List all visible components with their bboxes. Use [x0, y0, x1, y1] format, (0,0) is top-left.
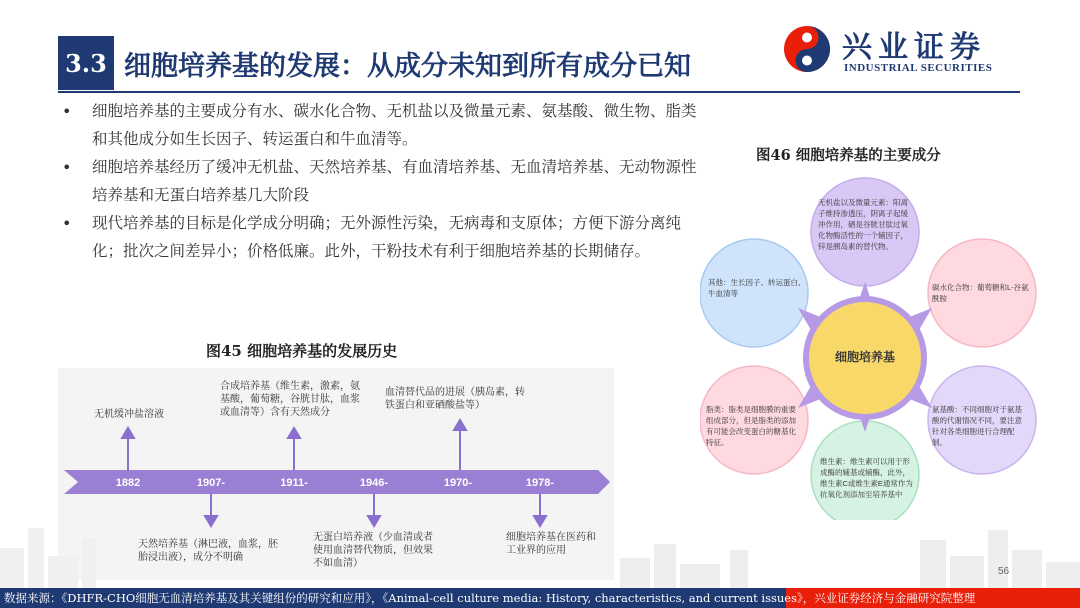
petal-text-minerals: 无机盐以及微量元素：阳离子维持渗透压，阴离子起缓冲作用，硒是谷胱甘肽过氧化物酶活性的一个辅因子，锌是胰岛素的替代物。: [818, 198, 908, 251]
bullet-item: • 细胞培养基的主要成分有水、碳水化合物、无机盐以及微量元素、氨基酸、微生物、脂类和其他成分如生长因子、转运蛋白和牛血清等。: [62, 98, 702, 153]
section-number: 3.3: [65, 48, 107, 78]
timeline-event-above: 无机缓冲盐溶液: [94, 409, 164, 420]
company-logo: [782, 22, 1022, 78]
arrow-head-icon: [368, 516, 380, 526]
arrow-head-icon: [534, 516, 546, 526]
logo-chinese-name: 兴业证券: [842, 30, 986, 65]
petal-text-amino-acids: 氨基酸：不同细胞对于氨基酸的代谢情况不同，要注意针对各类细胞进行合理配制。: [932, 405, 1022, 447]
arrow-head-icon: [454, 420, 466, 430]
bullet-item: • 现代培养基的目标是化学成分明确；无外源性污染，无病毒和支原体；方便下游分离纯化；批次之间差异小；价格低廉。此外，干粉技术有利于细胞培养基的长期储存。: [62, 210, 702, 265]
bullet-list: [62, 98, 702, 266]
timeline-year: 1907-: [196, 477, 226, 489]
arrow-head-icon: [205, 516, 217, 526]
section-number-badge: [58, 36, 114, 90]
logo-mark-icon: [782, 24, 832, 74]
petal-text-vitamins: 维生素：维生素可以用于形成酶的辅基或辅酶，此外，维生素C或维生素E通常作为抗氧化剂添加至培养基中: [820, 457, 913, 499]
source-text: 数据来源：《DHFR-CHO细胞无血清培养基及其关键组份的研究和应用》，《Animal-cell culture media: History, characteristics, and current issues》，兴业证券经济与金融研究院整理: [4, 591, 976, 605]
title-divider: [58, 91, 1020, 93]
petal-text-others: 其他：生长因子、转运蛋白、牛血清等: [708, 278, 806, 298]
arrow-head-icon: [288, 428, 300, 438]
page-title: 细胞培养基的发展：从成分未知到所有成分已知: [124, 51, 691, 82]
timeline-year: 1978-: [525, 477, 555, 489]
city-skyline-watermark-left: [0, 508, 200, 588]
figure45-caption: 图45 细胞培养基的发展历史: [206, 342, 398, 360]
petal-text-carbohydrates: 碳水化合物：葡萄糖和L-谷氨酰胺: [932, 283, 1029, 303]
timeline-year: 1911-: [280, 477, 308, 489]
diagram-center-label: 细胞培养基: [834, 350, 895, 364]
timeline-event-above: 血清替代品的进展（胰岛素，转铁蛋白和亚硒酸盐等）: [385, 387, 525, 411]
petal-text-lipids: 脂类：脂类是细胞膜的重要组成部分，但是脂类的添加有可能会改变蛋白的糖基化特征。: [706, 405, 796, 447]
arrow-head-icon: [122, 428, 134, 438]
timeline-year: 1970-: [443, 477, 473, 489]
bullet-item: • 细胞培养基经历了缓冲无机盐、天然培养基、有血清培养基、无血清培养基、无动物源性培养基和无蛋白培养基几大阶段: [62, 154, 702, 209]
composition-diagram: [700, 170, 1040, 520]
timeline-event-below: 天然培养基（淋巴液，血浆，胚胎浸出液），成分不明确: [138, 539, 278, 563]
source-footer: [0, 588, 1080, 608]
page-number: 56: [998, 566, 1010, 577]
timeline-year: 1882: [115, 477, 141, 489]
logo-english-name: INDUSTRIAL SECURITIES: [844, 62, 993, 74]
city-skyline-watermark: [620, 500, 1080, 588]
timeline-event-below: 细胞培养基在医药和工业界的应用: [506, 532, 596, 556]
timeline-event-below: 无蛋白培养液（少血清或者使用血清替代物质，但效果不如血清）: [313, 532, 433, 569]
timeline-year: 1946-: [359, 477, 389, 489]
figure46-caption: 图46 细胞培养基的主要成分: [756, 147, 941, 164]
timeline-event-above: 合成培养基（维生素，激素，氨基酸，葡萄糖，谷胱甘肽，血浆或血清等）含有天然成分: [220, 381, 360, 418]
